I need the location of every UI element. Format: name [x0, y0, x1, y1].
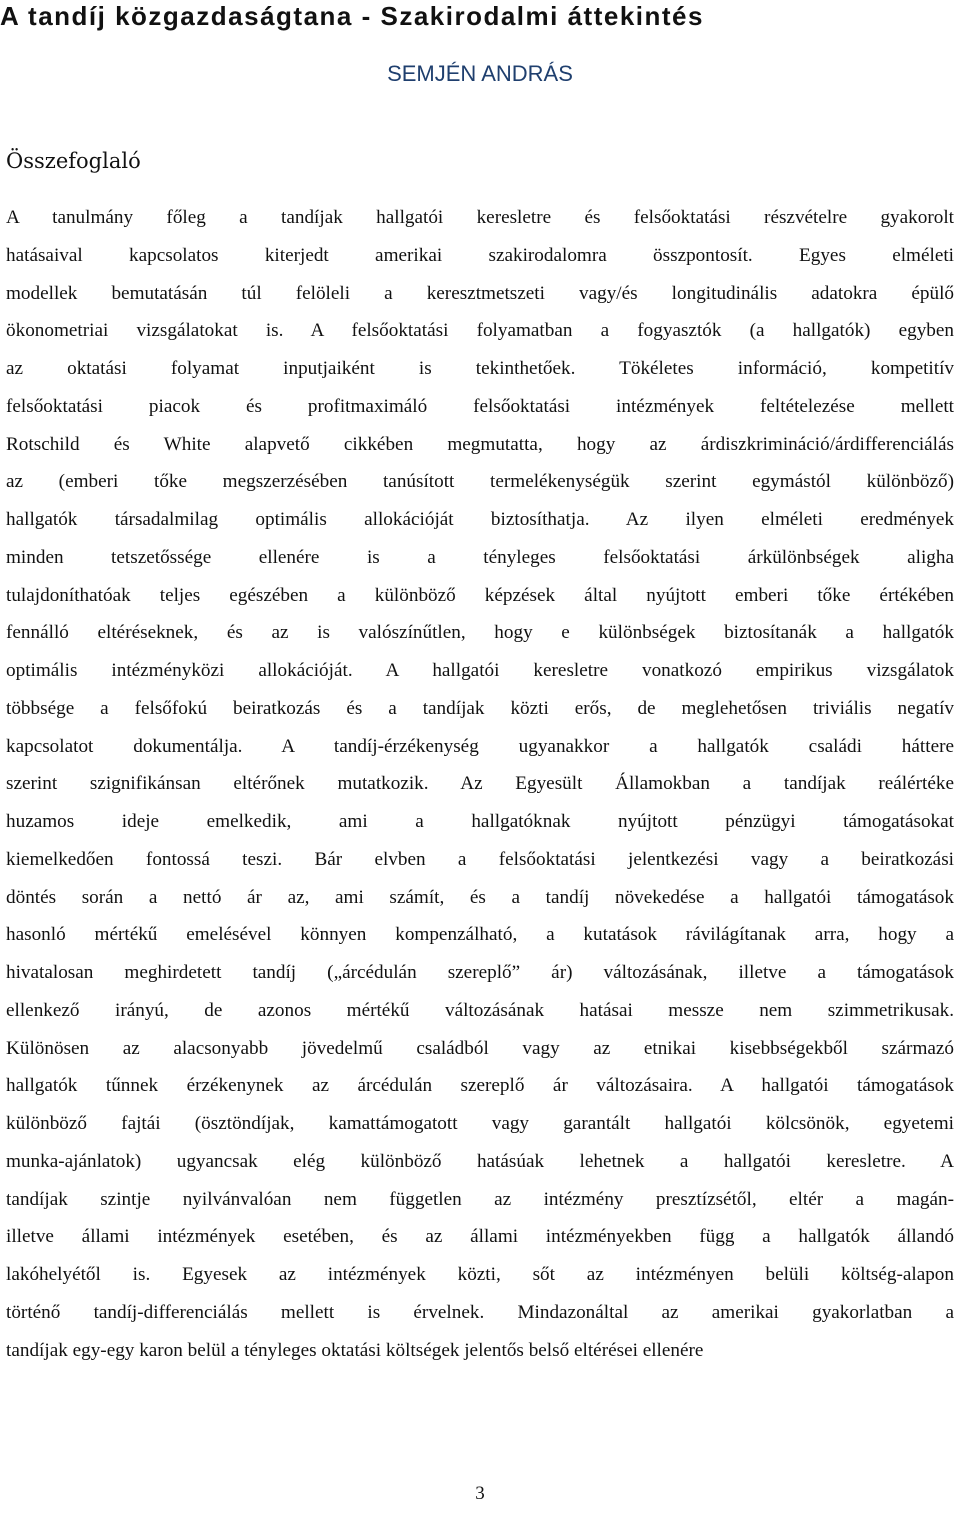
abstract-line: döntés során a nettó ár az, ami számít, és a tandíj növekedése a hallgatói támogatások: [6, 886, 954, 908]
abstract-line: az oktatási folyamat inputjaiként is tekinthetőek. Tökéletes információ, kompetitív: [6, 358, 954, 379]
abstract-line: hatásaival kapcsolatos kiterjedt amerikai szakirodalomra összpontosít. Egyes elméleti: [6, 244, 954, 266]
abstract-line: ökonometriai vizsgálatokat is. A felsőoktatási folyamatban a fogyasztók (a hallgatók) egyben: [6, 320, 954, 342]
abstract-line: hasonló mértékű emelésével könnyen kompenzálható, a kutatások rávilágítanak arra, hogy a: [6, 924, 954, 946]
document-title: A tandíj közgazdaságtana - Szakirodalmi áttekintés: [0, 1, 704, 31]
abstract-line: tandíjak egy-egy karon belül a tényleges oktatási költségek jelentős belső eltérései ellenére: [6, 1339, 704, 1361]
abstract-line: szerint szignifikánsan eltérőnek mutatkozik. Az Egyesült Államokban a tandíjak reálértéke: [6, 773, 954, 795]
abstract-line: tulajdoníthatóak teljes egészében a különböző képzések által nyújtott emberi tőke értékében: [6, 584, 954, 606]
abstract-line: fennálló eltéréseknek, és az is valószínűtlen, hogy e különbségek biztosítanák a hallgatók: [6, 622, 954, 644]
abstract-line: lakóhelyétől is. Egyesek az intézmények közti, sőt az intézményen belüli költség-alapon: [6, 1264, 954, 1285]
abstract-line: minden tetszetőssége ellenére is a tényleges felsőoktatási árkülönbségek aligha: [6, 546, 954, 568]
abstract-line: optimális intézményközi allokációját. A hallgatói keresletre vonatkozó empirikus vizsgálatok: [6, 660, 954, 681]
author-name: SEMJÉN ANDRÁS: [387, 61, 573, 86]
page-number: 3: [475, 1483, 485, 1504]
abstract-line: különböző fajtái (ösztöndíjak, kamattámogatott vagy garantált hallgatói kölcsönök, egyetemi: [6, 1113, 954, 1134]
abstract-line: Különösen az alacsonyabb jövedelmű családból vagy az etnikai kisebbségekből származó: [6, 1037, 954, 1059]
abstract-line: történő tandíj-differenciálás mellett is érvelnek. Mindazonáltal az amerikai gyakorlatban a: [6, 1301, 954, 1323]
abstract-heading: Összefoglaló: [6, 149, 141, 173]
abstract-line: többsége a felsőfokú beiratkozás és a tandíjak közti erős, de meglehetősen triviális negatív: [6, 697, 954, 719]
abstract-line: az (emberi tőke megszerzésében tanúsított termelékenységük szerint egymástól különböző): [6, 471, 954, 493]
abstract-line: tandíjak szintje nyilvánvalóan nem független az intézmény presztízsétől, eltér a magán-: [6, 1188, 954, 1210]
abstract-line: kapcsolatot dokumentálja. A tandíj-érzékenység ugyanakkor a hallgatók családi háttere: [6, 735, 954, 757]
abstract-line: ellenkező irányú, de azonos mértékű változásának hatásai messze nem szimmetrikusak.: [6, 999, 954, 1021]
abstract-line: munka-ajánlatok) ugyancsak elég különböző hatásúak lehetnek a hallgatói keresletre. A: [6, 1150, 954, 1172]
abstract-line: huzamos ideje emelkedik, ami a hallgatóknak nyújtott pénzügyi támogatásokat: [6, 811, 954, 832]
abstract-line: kiemelkedően fontossá teszi. Bár elvben a felsőoktatási jelentkezési vagy a beiratkozási: [6, 848, 954, 870]
abstract-line: Rotschild és White alapvető cikkében megmutatta, hogy az árdiszkrimináció/árdifferenciálás: [6, 433, 954, 455]
abstract-line: felsőoktatási piacok és profitmaximáló felsőoktatási intézmények feltételezése mellett: [6, 395, 954, 417]
abstract-line: illetve állami intézmények esetében, és az állami intézményekben függ a hallgatók állandó: [6, 1226, 954, 1248]
abstract-line: hivatalosan meghirdetett tandíj („árcédulán szereplő” ár) változásának, illetve a támogatások: [6, 962, 954, 983]
abstract-line: hallgatók társadalmilag optimális allokációját biztosíthatja. Az ilyen elméleti eredmények: [6, 509, 954, 530]
abstract-body: [6, 199, 954, 1369]
abstract-line: modellek bemutatásán túl felöleli a keresztmetszeti vagy/és longitudinális adatokra épülő: [6, 282, 954, 304]
abstract-line: hallgatók tűnnek érzékenynek az árcédulán szereplő ár változásaira. A hallgatói támogatások: [6, 1075, 954, 1097]
abstract-line: A tanulmány főleg a tandíjak hallgatói keresletre és felsőoktatási részvételre gyakorolt: [6, 207, 954, 228]
